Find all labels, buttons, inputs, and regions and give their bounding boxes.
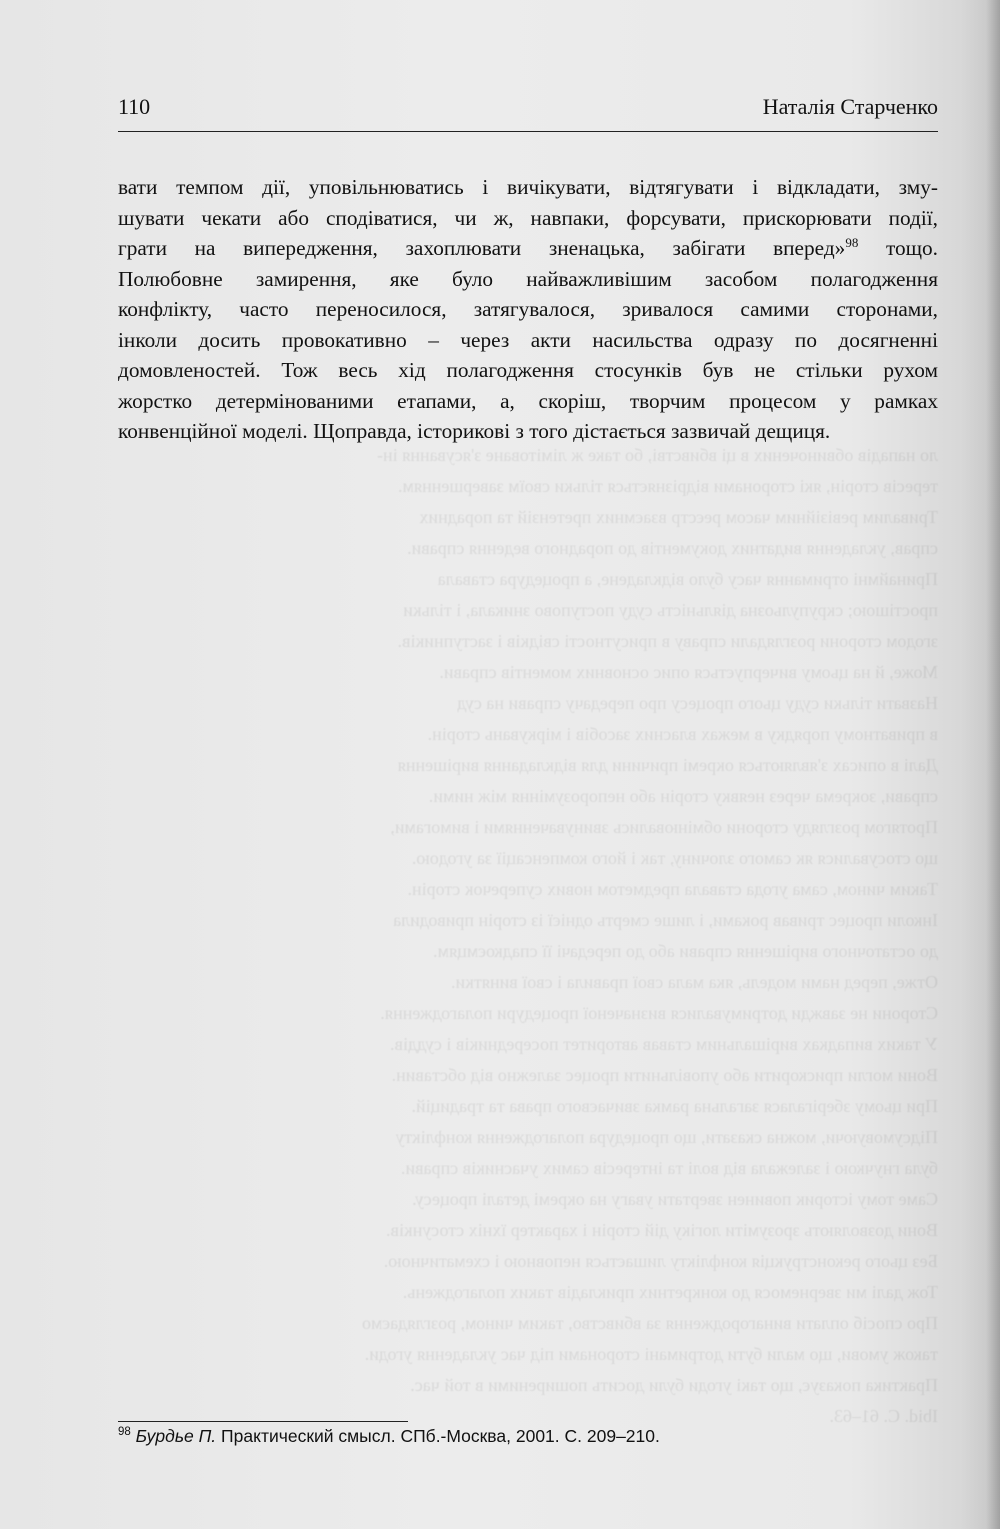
footnote-number: 98 [118, 1426, 131, 1439]
page-number: 110 [118, 94, 151, 119]
show-through-background: ло нападів обвиночених в ці вбивстві, бо таке ж лімітоване з'ясування ін- тересів сторін, які сторонами відрізняється тільки своїм завершенням. Тривалим ревізійним часом реєстр взаємних претензій та порадних справ, укладення видатних документів до порадного ведення справи. Принаймні отримання часу було відкладене, а процедура ставала простішою; скрупульозна діяльність суду поступово зникала, і тільки згодом сторони розглядали справу в присутності свідків і заступників. Може, й на цьому вичерпується опис основних моментів справи. Назвати тільки суду цього процесу про передачу справи на суд в приватному порядку в межах власних засобів і міркувань сторін. Далі в описах з'являються окремі причини для відкладання вирішення справи, зокрема через неявку сторін або непорозуміння між ними. Протягом розгляду сторони обмінювались звинуваченнями і вимогами, що стосувалися як самого злочину, так і його компенсації за угодою. Таким чином, сама угода ставала предметом нових суперечок сторін. Інколи процес тривав роками, і лише смерть однієї із сторін приводила до остаточного вирішення справи або до передачі її спадкоємцям. Отже, перед нами модель, яка мала свої правила і свої винятки. Сторони не завжди дотримувалися визначеної процедури полагодження. У таких випадках вирішальним ставав авторитет посередників і суддів. Вони могли прискорити або уповільнити процес залежно від обставин. При цьому зберігалася загальна рамка звичаєвого права та традицій. Підсумовуючи, можна сказати, що процедура полагодження конфлікту була гнучкою і залежала від волі та інтересів самих учасників справи. Саме тому історик повинен звертати увагу на окремі деталі процесу. Вони дозволяють зрозуміти логіку дій сторін і характер їхніх стосунків. Без цього реконструкція конфлікту лишається неповною і схематичною. Тож далі ми звернемося до конкретних прикладів таких полагоджень. Про спосіб оплати винагородження за вбивство, таким чином, розглядаємо також умови, що мали бути дотримані сторонами під час укладення угоди. Практика показує, що такі угоди були досить поширеними в той час. Ibid. С. 61–63. [361, 445, 938, 1426]
running-head-author: Наталія Старченко [762, 94, 938, 119]
footnote [118, 1426, 938, 1447]
text-line: вати темпом дії, уповільнюватись і вичікувати, відтягувати і відкладати, зму- [118, 175, 938, 199]
footnote-divider [118, 1421, 408, 1422]
page-header [118, 94, 938, 128]
main-text [118, 172, 938, 447]
text-line-tail: тощо. [858, 236, 939, 260]
page-edge-shadow [986, 0, 1000, 1529]
footnote-reference: 98 [845, 234, 859, 250]
text-line: конфлікту, часто переносилося, затягувалося, зривалося самими сторонами, [118, 297, 938, 321]
text-line: конвенційної моделі. Щоправда, історикові з того дістається зазвичай дещиця. [118, 419, 831, 443]
text-line: жорстко детермінованими етапами, а, скоріш, творчим процесом у рамках [118, 388, 938, 413]
text-line [118, 233, 938, 264]
text-line-content: грати на випередження, захоплювати зненацька, забігати вперед» [118, 236, 846, 260]
text-line: шувати чекати або сподіватися, чи ж, навпаки, форсувати, прискорювати події, [118, 205, 938, 230]
text-line: домовленостей. Тож весь хід полагодження стосунків був не стільки рухом [118, 358, 938, 382]
footnote-author: Бурдье П. [135, 1426, 217, 1446]
footnote-citation: Практический смысл. СПб.-Москва, 2001. С. 209–210. [216, 1426, 660, 1446]
text-line: Полюбовне замирення, яке було найважливішим засобом полагодження [118, 266, 938, 291]
header-divider [118, 131, 938, 132]
text-line: інколи досить провокативно – через акти насильства одразу по досягненні [118, 327, 938, 352]
